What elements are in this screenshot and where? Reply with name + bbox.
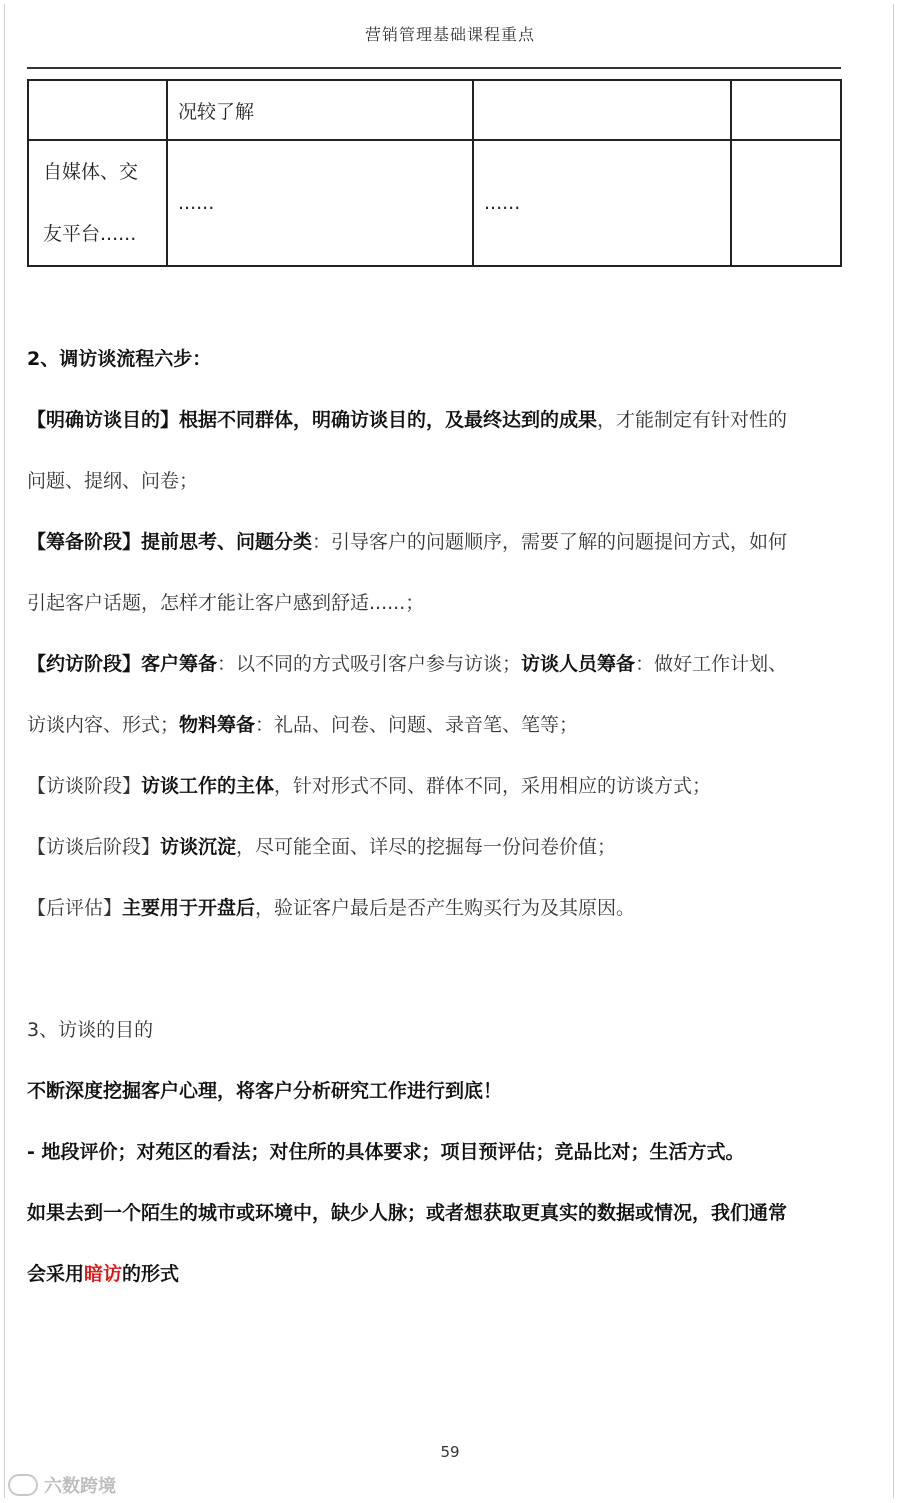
- paragraph-line: 引起客户话题，怎样才能让客户感到舒适......；: [27, 592, 425, 614]
- plain-text: ，验证客户最后是否产生购买行为及其原因。: [255, 897, 636, 919]
- bold-text: 提前思考、问题分类: [141, 531, 313, 553]
- bold-text: 访谈工作的主体: [141, 775, 275, 797]
- cell-line: 友平台......: [43, 223, 137, 245]
- paragraph-line: 问题、提纲、问卷；: [27, 470, 199, 492]
- bracket-label: 【约访阶段】: [27, 653, 142, 675]
- table-cell: [731, 80, 841, 140]
- paragraph-line: [27, 649, 842, 676]
- watermark-text: 六数跨境: [44, 1476, 116, 1497]
- plain-text: ，针对形式不同、群体不同，采用相应的访谈方式；: [274, 775, 712, 797]
- paragraph-line: 如果去到一个陌生的城市或环境中，缺少人脉；或者想获取更真实的数据或情况，我们通常: [27, 1202, 788, 1224]
- bold-text: 客户筹备: [141, 653, 218, 675]
- bold-text: 根据不同群体，明确访谈目的，及最终达到的成果: [179, 409, 598, 431]
- section2-heading: 2、调访谈流程六步：: [27, 348, 212, 370]
- highlight-text: 暗访: [84, 1263, 123, 1285]
- paragraph-line: 不断深度挖掘客户心理，将客户分析研究工作进行到底！: [27, 1080, 503, 1102]
- header-rule: [27, 67, 841, 69]
- bold-text: 访谈人员筹备: [521, 653, 636, 675]
- bracket-label: 【访谈后阶段】: [27, 836, 161, 858]
- info-table: [27, 79, 842, 267]
- paragraph-line: [27, 771, 842, 798]
- table-cell: [28, 80, 167, 140]
- watermark-logo-icon: [8, 1474, 38, 1496]
- table-cell: ......: [167, 140, 473, 266]
- paragraph-line: - 地段评价；对苑区的看法；对住所的具体要求；项目预评估；竞品比对；生活方式。: [27, 1141, 745, 1163]
- plain-text: ：礼品、问卷、问题、录音笔、笔等；: [255, 714, 579, 736]
- bracket-label: 【后评估】: [27, 897, 123, 919]
- table-row: [28, 80, 841, 140]
- table-cell: [28, 140, 167, 266]
- bold-text: 物料筹备: [179, 714, 256, 736]
- bold-text: 访谈沉淀: [160, 836, 237, 858]
- page-number: 59: [440, 1443, 460, 1461]
- bracket-label: 【访谈阶段】: [27, 775, 142, 797]
- paragraph-line: [27, 405, 842, 432]
- plain-text: ，尽可能全面、详尽的挖掘每一份问卷价值；: [236, 836, 617, 858]
- table-cell: ......: [473, 140, 731, 266]
- plain-text: ：做好工作计划、: [635, 653, 788, 675]
- section3-heading: 3、访谈的目的: [27, 1019, 154, 1041]
- paragraph-line: [27, 1259, 842, 1286]
- page-header-title: 营销管理基础课程重点: [364, 25, 535, 44]
- plain-text: ，才能制定有针对性的: [597, 409, 788, 431]
- cell-line: 自媒体、交: [43, 161, 139, 183]
- plain-text: 访谈内容、形式；: [27, 714, 180, 736]
- paragraph-line: [27, 893, 842, 920]
- paragraph-line: [27, 527, 842, 554]
- watermark: [8, 1472, 116, 1498]
- paragraph-line: [27, 710, 842, 737]
- table-row: [28, 140, 841, 266]
- bold-text: 的形式: [122, 1263, 180, 1285]
- table-cell: [473, 80, 731, 140]
- plain-text: ：以不同的方式吸引客户参与访谈；: [217, 653, 522, 675]
- bracket-label: 【明确访谈目的】: [27, 409, 180, 431]
- table-cell: [731, 140, 841, 266]
- plain-text: ：引导客户的问题顺序，需要了解的问题提问方式，如何: [312, 531, 788, 553]
- paragraph-line: [27, 832, 842, 859]
- bracket-label: 【筹备阶段】: [27, 531, 142, 553]
- table-cell: 况较了解: [167, 80, 473, 140]
- bold-text: 会采用: [27, 1263, 85, 1285]
- bold-text: 主要用于开盘后: [122, 897, 256, 919]
